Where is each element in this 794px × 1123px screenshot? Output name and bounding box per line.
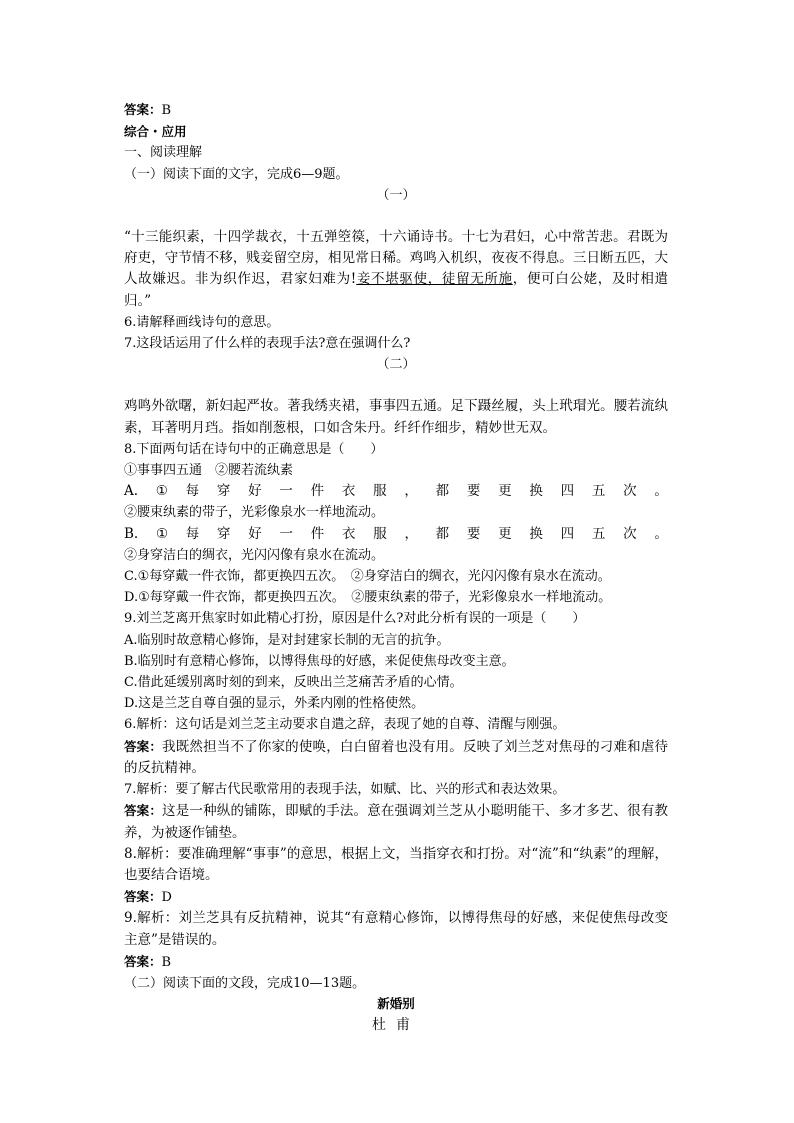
option-char: 四	[560, 483, 575, 500]
question-9: 9.刘兰芝离开焦家时如此精心打扮，原因是什么?对此分析有误的一项是（ ）	[124, 611, 586, 627]
answer-value: D	[161, 890, 172, 906]
option-char: 要	[466, 525, 481, 542]
subsection-heading: 一、阅读理解	[124, 145, 203, 161]
answer-label: 答案：	[124, 102, 162, 117]
option-char: 。	[654, 483, 668, 500]
option-b-line-2: ②身穿洁白的绸衣，光闪闪像有泉水在流动。	[124, 547, 385, 563]
answer-label: 答案：	[124, 803, 163, 819]
passage-1	[124, 227, 668, 312]
question-6: 6.请解释画线诗句的意思。	[124, 314, 280, 330]
answer-text: 我既然担当不了你家的使唤，白白留着也没有用。反映了刘兰芝对焦母的刁难和虐待的反抗精神。	[124, 738, 668, 776]
option-char: 换	[529, 483, 543, 500]
option-a-line-2: ②腰束纨素的带子，光彩像泉水一样地流动。	[124, 505, 385, 521]
option-char: B.	[124, 525, 139, 542]
poem-author: 杜甫	[372, 1017, 420, 1034]
poem-title: 新婚别	[377, 996, 415, 1012]
answer-label: 答案：	[124, 953, 162, 969]
option-char: ①	[155, 525, 169, 542]
option-char: 都	[435, 525, 450, 542]
option-char: 要	[466, 483, 481, 500]
option-char: 换	[529, 525, 543, 542]
option-char: 五	[591, 525, 606, 542]
answer-7	[124, 800, 668, 843]
answer-label: 答案：	[124, 889, 162, 905]
part-two-title: （二）	[376, 357, 416, 373]
answer-value: B	[161, 954, 172, 970]
passage-1-text-end: ，便可白公姥，及时相遣归。”	[124, 271, 668, 309]
option-char: 每	[185, 525, 200, 542]
analysis-6: 6.解析：这句话是刘兰芝主动要求自遣之辞，表现了她的自尊、清醒与刚强。	[124, 717, 566, 733]
option-char: ，	[404, 483, 418, 500]
passage-1-text: “十三能织素，十四学裁衣，十五弹箜篌，十六诵诗书。十七为君妇，心中常苦悲。君既为府吏，守节情不移，贱妾留空房，相见常日稀。鸡鸣入机织，夜夜不得息。三日断五匹，大人故嫌迟。非为织作迟，君家妇难为!	[124, 229, 668, 288]
q9-option-c: C.借此延缓别离时刻的到来，反映出兰芝痛苦矛盾的心情。	[124, 675, 463, 691]
part-one-title: （一）	[376, 187, 416, 203]
q9-option-b: B.临别时有意精心修饰，以博得焦母的好感，来促使焦母改变主意。	[124, 653, 515, 669]
answer-6	[124, 736, 668, 779]
answer-line-1	[124, 99, 668, 121]
option-char: ，	[404, 525, 418, 542]
analysis-9: 9.解析：刘兰芝具有反抗精神，说其“有意精心修饰，以博得焦母的好感，来促使焦母改变主意”是错误的。	[124, 910, 668, 948]
q9-option-d: D.这是兰芝自尊自强的显示，外柔内刚的性格使然。	[124, 696, 425, 712]
option-char: 好	[248, 525, 262, 542]
passage-2: 鸡鸣外欲曙，新妇起严妆。著我绣夹裙，事事四五通。足下蹑丝履，头上玳瑁光。腰若流纨素，耳著明月珰。指如削葱根，口如含朱丹。纤纤作细步，精妙世无双。	[124, 398, 668, 436]
option-char: 衣	[341, 483, 356, 500]
option-char: 件	[310, 483, 325, 500]
option-char: 都	[435, 483, 450, 500]
option-char: 好	[248, 483, 262, 500]
option-char: 每	[185, 483, 200, 500]
option-char: 穿	[216, 483, 231, 500]
option-char: 。	[654, 525, 668, 542]
instruction-2: （二）阅读下面的文段，完成10—13题。	[124, 975, 366, 991]
question-8: 8.下面两句话在诗句中的正确意思是（ ）	[124, 441, 384, 457]
answer-9	[124, 951, 668, 973]
option-char: 更	[498, 483, 512, 500]
option-a-line-1	[124, 481, 668, 502]
option-char: 一	[279, 483, 293, 500]
option-char: 一	[279, 525, 293, 542]
document-page	[124, 99, 668, 1038]
option-char: 更	[498, 525, 512, 542]
option-d: D.①每穿戴一件衣饰，都更换四五次。 ②腰束纨素的带子，光彩像泉水一样地流动。	[124, 590, 612, 606]
option-char: 衣	[341, 525, 356, 542]
instruction-1: （一）阅读下面的文字，完成6—9题。	[124, 166, 349, 182]
option-char: 服	[373, 525, 387, 542]
option-char: 件	[310, 525, 325, 542]
answer-value: B	[161, 103, 172, 118]
option-char: 穿	[217, 525, 231, 542]
option-b-line-1	[124, 524, 668, 545]
option-char: ①	[155, 483, 168, 500]
option-c: C.①每穿戴一件衣饰，都更换四五次。 ②身穿洁白的绸衣，光闪闪像有泉水在流动。	[124, 569, 611, 585]
question-8-items: ①事事四五通 ②腰若流纨素	[124, 463, 294, 479]
option-char: 次	[623, 483, 637, 500]
option-char: 服	[373, 483, 387, 500]
analysis-7: 7.解析：要了解古代民歌常用的表现手法，如赋、比、兴的形式和表达效果。	[124, 782, 566, 798]
analysis-8: 8.解析：要准确理解“事事”的意思，根据上文，当指穿衣和打扮。对“流”和“纨素”的理解，也要结合语境。	[124, 845, 668, 883]
answer-8	[124, 886, 668, 908]
option-char: 次	[623, 525, 637, 542]
underlined-verse: 妾不堪驱使，徒留无所施	[356, 271, 513, 288]
question-7: 7.这段话运用了什么样的表现手法?意在强调什么?	[124, 336, 411, 352]
answer-label: 答案：	[124, 738, 163, 754]
option-char: A.	[124, 483, 139, 500]
q9-option-a: A.临别时故意精心修饰，是对封建家长制的无言的抗争。	[124, 632, 450, 648]
option-char: 四	[560, 525, 575, 542]
option-char: 五	[591, 483, 606, 500]
section-heading: 综合・应用	[124, 124, 187, 140]
answer-text: 这是一种纵的铺陈，即赋的手法。意在强调刘兰芝从小聪明能干、多才多艺、很有教养，为被逐作铺垫。	[124, 803, 668, 841]
